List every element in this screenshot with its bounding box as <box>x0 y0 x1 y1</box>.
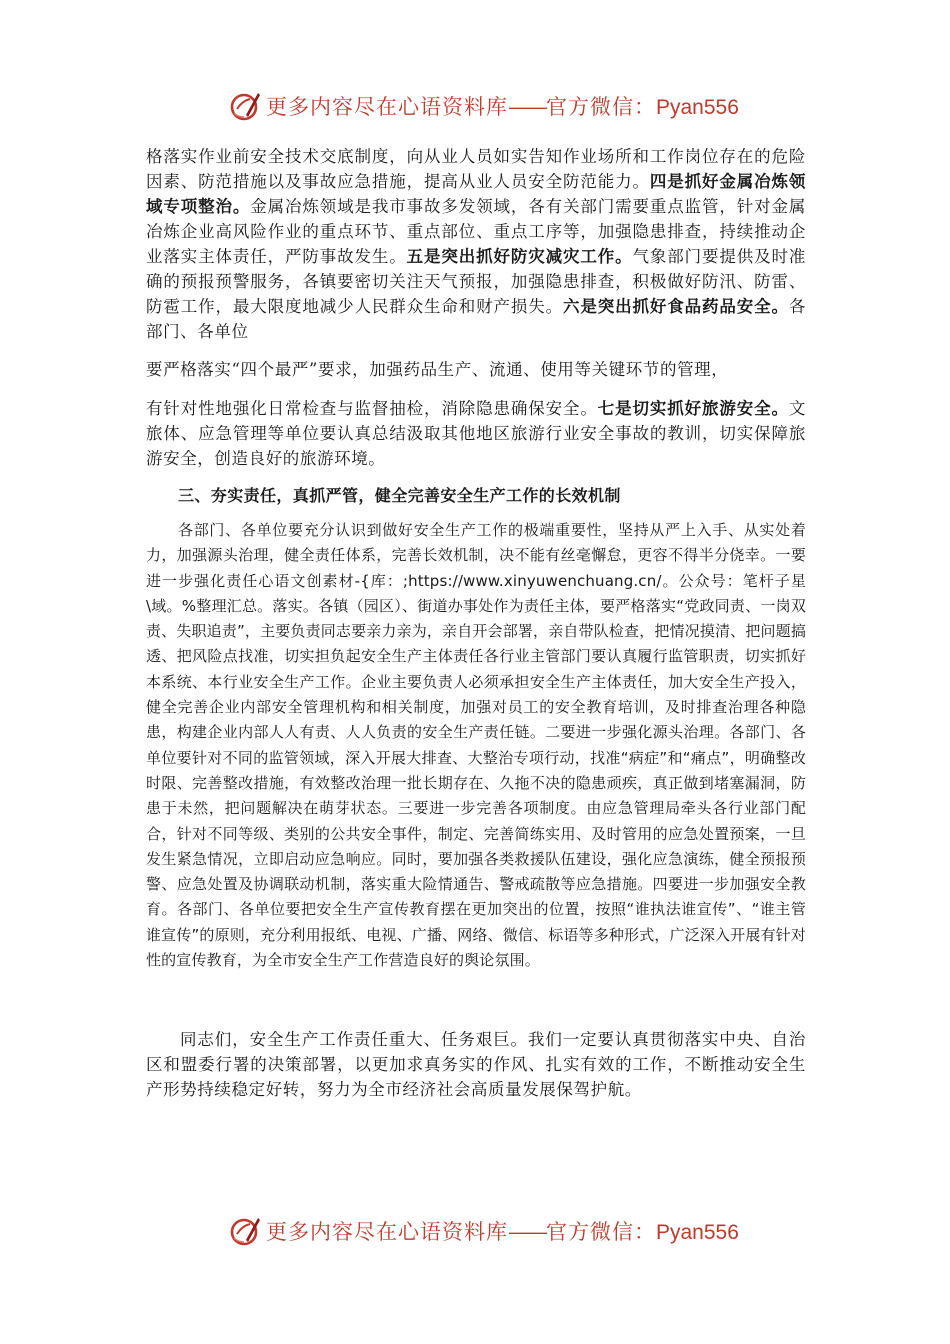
bold-point-4: 四是抓好金属冶炼领域专项整治。 <box>146 172 806 216</box>
bold-point-5: 五是突出抓好防灾减灾工作。 <box>406 247 633 266</box>
body-line-loose: 要严格落实“四个最严”要求，加强药品生产、流通、使用等关键环节的管理， <box>146 360 729 379</box>
body-paragraph: 格落实作业前安全技术交底制度，向从业人员如实告知作业场所和工作岗位存在的危险因素、防范措施以及事故应急措施，提高从业人员安全防范能力。四是抓好金属冶炼领域专项整治。金属冶炼领域是我市事故多发领域，各有关部门需要重点监管，针对金属冶炼企业高风险作业的重点环节、重点部位、重点工序等，加强隐患排查，持续推动企业落实主体责任，严防事故发生。五是突出抓好防灾减灾工作。气象部门要提供及时准确的预报预警服务，各镇要密切关注天气预报，加强隐患排查，积极做好防汛、防雷、防雹工作，最大限度地减少人民群众生命和财产损失。六是突出抓好食品药品安全。各部门、各单位 <box>146 147 807 341</box>
pen-logo-icon <box>228 89 262 123</box>
header-watermark-banner <box>228 88 739 124</box>
section-three-heading: 三、夯实责任，真抓严管，健全完善安全生产工作的长效机制 <box>178 486 621 505</box>
section-two-continuation <box>146 144 806 344</box>
bold-point-6: 六是突出抓好食品药品安全。 <box>563 297 789 316</box>
closing-paragraph: 同志们，安全生产工作责任重大、任务艰巨。我们一定要认真贯彻落实中央、自治区和盟委行署的决策部署，以更加求真务实的作风、扎实有效的工作，不断推动安全生产形势持续稳定好转，努力为全市经济社会高质量发展保驾护航。 <box>146 1030 806 1099</box>
section-three-body <box>146 518 806 973</box>
section-three-heading-wrap <box>146 483 806 508</box>
body-paragraph: 各部门、各单位要充分认识到做好安全生产工作的极端重要性，坚持从严上入手、从实处着力，加强源头治理，健全责任体系，完善长效机制，决不能有丝毫懈怠，更容不得半分侥幸。一要进一步强化责任心语文创素材-{库：;https://www.xinyuwenchuang.cn/。公众号：笔杆子星\域。%整理汇总。落实。各镇（园区）、街道办事处作为责任主体，要严格落实“党政同责、一岗双责、失职追责”，主要负责同志要亲力亲为，亲自开会部署，亲自带队检查，把情况摸清、把问题搞透、把风险点找准，切实担负起安全生产主体责任各行业主管部门要认真履行监管职责，切实抓好本系统、本行业安全生产工作。企业主要负责人必须承担安全生产主体责任，加大安全生产投入，健全完善企业内部安全管理机构和相关制度，加强对员工的安全教育培训，及时排查治理各种隐患，构建企业内部人人有责、人人负责的安全生产责任链。二要进一步强化源头治理。各部门、各单位要针对不同的监管领域，深入开展大排查、大整治专项行动，找准“病症”和“痛点”，明确整改时限、完善整改措施，有效整改治理一批长期存在、久拖不决的隐患顽疾，真正做到堵塞漏洞，防患于未然，把问题解决在萌芽状态。三要进一步完善各项制度。由应急管理局牵头各行业部门配合，针对不同等级、类别的公共安全事件，制定、完善简练实用、及时管用的应急处置预案，一旦发生紧急情况，立即启动应急响应。同时，要加强各类救援队伍建设，强化应急演练，健全预报预警、应急处置及协调联动机制，落实重大险情通告、警戒疏散等应急措施。四要进一步加强安全教育。各部门、各单位要把安全生产宣传教育摆在更加突出的位置，按照“谁执法谁宣传”、“谁主管谁宣传”的原则，充分利用报纸、电视、广播、网络、微信、标语等多种形式，广泛深入开展有针对性的宣传教育，为全市安全生产工作营造良好的舆论氛围。 <box>146 521 806 970</box>
body-paragraph: 有针对性地强化日常检查与监督抽检，消除隐患确保安全。七是切实抓好旅游安全。文旅体、应急管理等单位要认真总结汲取其他地区旅游行业安全事故的教训，切实保障旅游安全，创造良好的旅游环境。 <box>146 399 806 468</box>
bold-point-7: 七是切实抓好旅游安全。 <box>597 399 789 418</box>
section-two-tail-paragraph <box>146 396 806 471</box>
footer-watermark-text: 更多内容尽在心语资料库——官方微信：Pyan556 <box>266 1220 739 1244</box>
footer-watermark-banner <box>228 1213 739 1249</box>
pen-logo-icon <box>228 1214 262 1248</box>
closing-section <box>146 1027 806 1102</box>
header-watermark-text: 更多内容尽在心语资料库——官方微信：Pyan556 <box>266 95 739 119</box>
